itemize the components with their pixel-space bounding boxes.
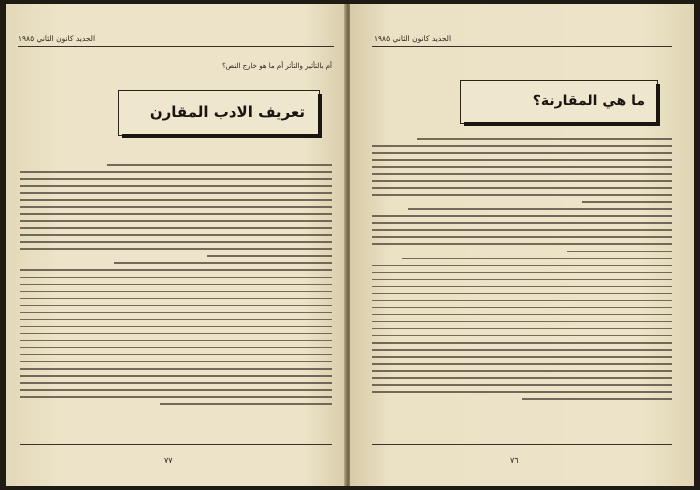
left-page-number: ٧٧ [164, 456, 173, 465]
left-header-rule [18, 46, 334, 47]
right-page-number: ٧٦ [510, 456, 519, 465]
right-title-box [460, 80, 658, 124]
right-title-box-shadow-bottom [464, 122, 660, 126]
left-title-box-shadow [318, 94, 322, 138]
right-body-text [372, 138, 672, 405]
right-footer-rule [372, 444, 672, 445]
right-title-box-shadow [656, 84, 660, 126]
left-body-text [20, 164, 332, 410]
right-title: ما هي المقارنة؟ [532, 93, 645, 109]
left-top-note: أم بالتأثير والتأثر أم ما هو خارج النص؟ [221, 62, 332, 70]
magazine-spread [6, 4, 694, 486]
left-title-box-shadow-bottom [122, 134, 322, 138]
right-header-rule [372, 46, 672, 47]
left-title: تعريف الادب المقارن [149, 103, 305, 121]
left-footer-rule [20, 444, 332, 445]
right-running-header: الجديد كانون الثاني ١٩٨٥ [374, 34, 452, 43]
left-title-box [118, 90, 320, 136]
right-page [350, 4, 694, 486]
left-running-header: الجديد كانون الثاني ١٩٨٥ [18, 34, 96, 43]
left-page [6, 4, 346, 486]
